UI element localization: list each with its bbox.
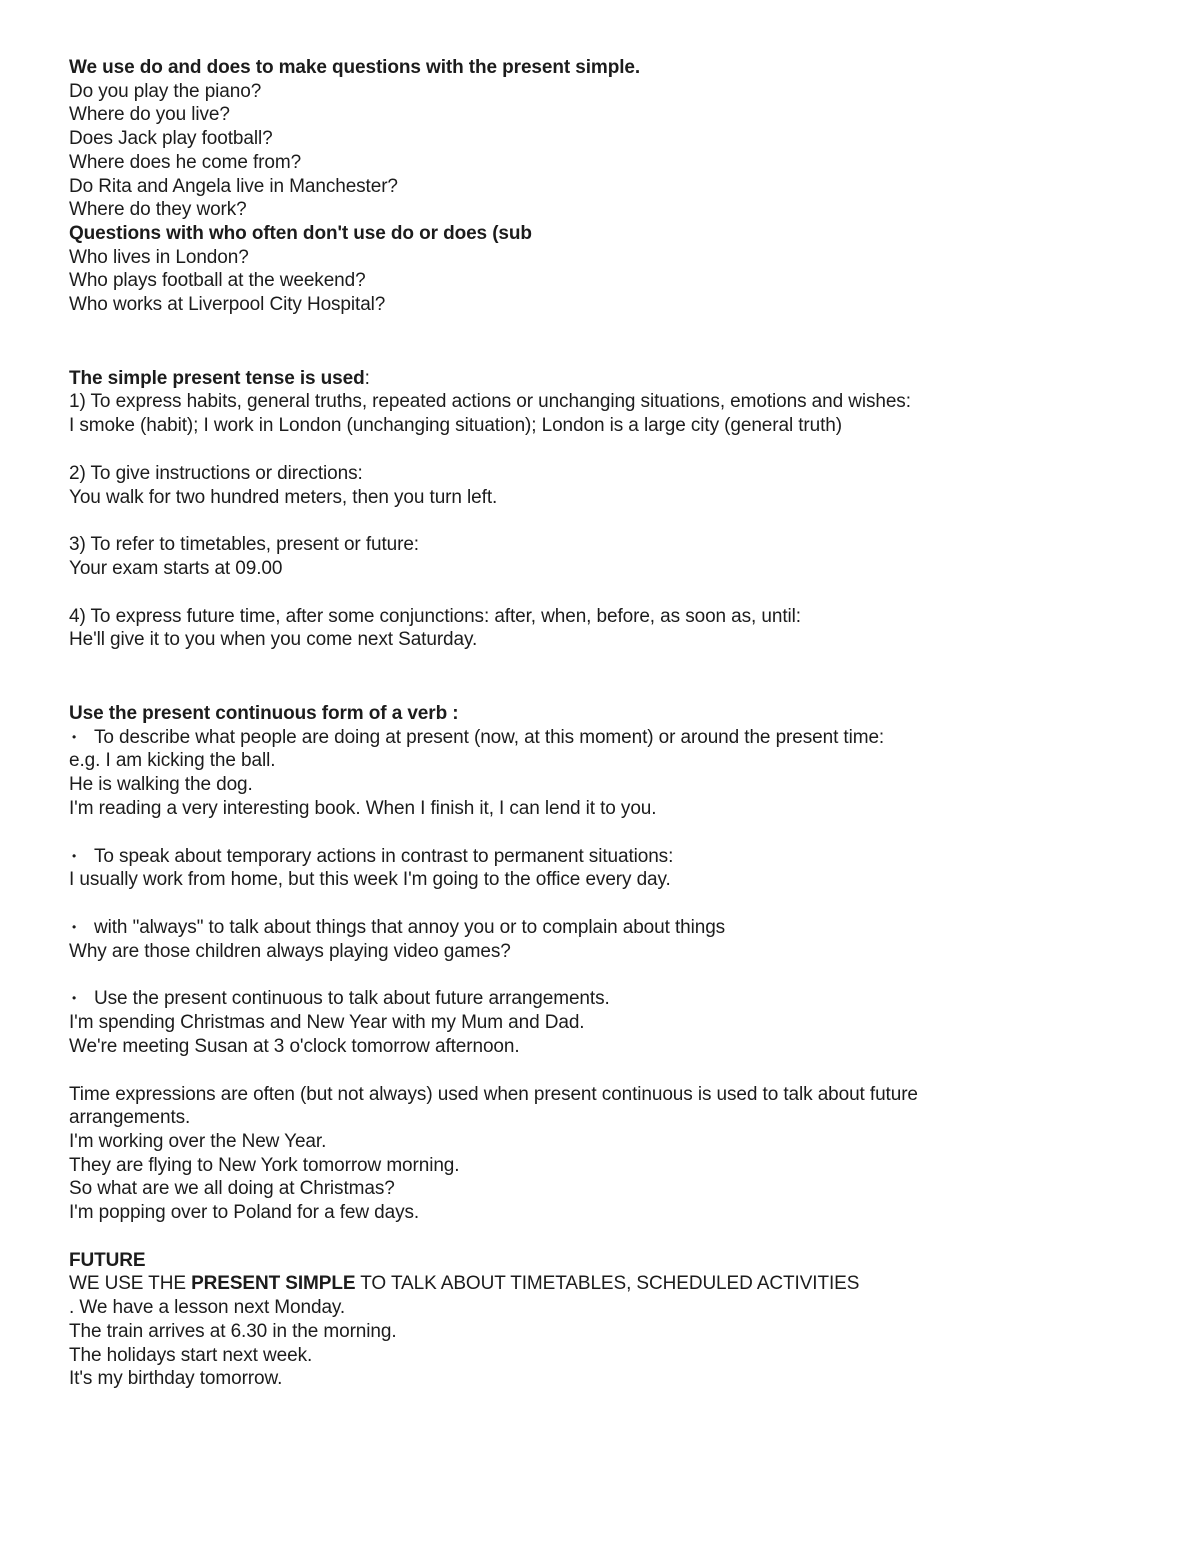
example-line: I'm popping over to Poland for a few days. [69,1202,420,1224]
rule-title: 4) To express future time, after some conjunctions: after, when, before, as soon as, until: [69,605,801,627]
rule-title: 2) To give instructions or directions: [69,462,363,484]
section4-heading: FUTURE [69,1249,146,1271]
bullet-icon: • [72,729,77,744]
example-line: Who works at Liverpool City Hospital? [69,294,386,316]
bullet-text: To describe what people are doing at present (now, at this moment) or around the present time: [94,726,885,748]
future-intro-after: TO TALK ABOUT TIMETABLES, SCHEDULED ACTIVITIES [355,1273,860,1295]
rule-example: Your exam starts at 09.00 [69,557,283,579]
example-line: Who lives in London? [69,246,249,268]
example-line: Does Jack play football? [69,128,273,150]
section2-heading-line [69,367,1129,391]
rule-example: He'll give it to you when you come next Saturday. [69,629,478,651]
example-line: . We have a lesson next Monday. [69,1297,346,1319]
example-line: We're meeting Susan at 3 o'clock tomorrow afternoon. [69,1035,520,1057]
example-line: Do you play the piano? [69,80,262,102]
example-line: Why are those children always playing video games? [69,940,511,962]
bullet-item [69,845,1129,869]
example-line: Where do they work? [69,199,247,221]
example-line: e.g. I am kicking the ball. [69,750,276,772]
section2-heading: The simple present tense is used [69,367,365,389]
example-line: Where do you live? [69,104,230,126]
time-expressions-text: Time expressions are often (but not always) used when present continuous is used to talk about future [69,1083,918,1105]
section1-heading: We use do and does to make questions with the present simple. [69,57,641,78]
example-line: Where does he come from? [69,151,302,173]
rule-example: I smoke (habit); I work in London (unchanging situation); London is a large city (general truth) [69,415,842,437]
example-line: The train arrives at 6.30 in the morning. [69,1320,397,1342]
bullet-text: Use the present continuous to talk about future arrangements. [94,988,610,1010]
bullet-item [69,726,1129,750]
section2-heading-colon: : [364,367,370,389]
bullet-icon: • [72,919,77,934]
example-line: I'm reading a very interesting book. When I finish it, I can lend it to you. [69,797,657,819]
bullet-icon: • [72,991,77,1006]
bullet-icon: • [72,848,77,863]
example-line: It's my birthday tomorrow. [69,1368,283,1390]
future-intro-bold: PRESENT SIMPLE [191,1273,356,1295]
bullet-item [69,987,1129,1011]
future-intro-before: WE USE THE [69,1273,192,1295]
section3-heading: Use the present continuous form of a verb : [69,703,459,725]
document-page [69,56,1129,1391]
example-line: I'm spending Christmas and New Year with my Mum and Dad. [69,1012,585,1034]
future-intro [69,1272,1129,1296]
bullet-text: with "always" to talk about things that annoy you or to complain about things [94,916,726,938]
example-line: The holidays start next week. [69,1344,313,1366]
bullet-item [69,916,1129,940]
rule-example: You walk for two hundred meters, then you turn left. [69,486,498,508]
example-line: They are flying to New York tomorrow morning. [69,1154,460,1176]
example-line: Do Rita and Angela live in Manchester? [69,175,398,197]
section1-subheading: Questions with who often don't use do or does (sub [69,222,532,244]
time-expressions-text-cont: arrangements. [69,1107,191,1129]
example-line: He is walking the dog. [69,774,253,796]
example-line: I'm working over the New Year. [69,1130,327,1152]
example-line: So what are we all doing at Christmas? [69,1178,395,1200]
example-line: I usually work from home, but this week I'm going to the office every day. [69,869,671,891]
rule-title: 1) To express habits, general truths, repeated actions or unchanging situations, emotions and wishes: [69,391,911,413]
example-line: Who plays football at the weekend? [69,270,366,292]
rule-title: 3) To refer to timetables, present or future: [69,534,419,556]
bullet-text: To speak about temporary actions in contrast to permanent situations: [94,845,674,867]
